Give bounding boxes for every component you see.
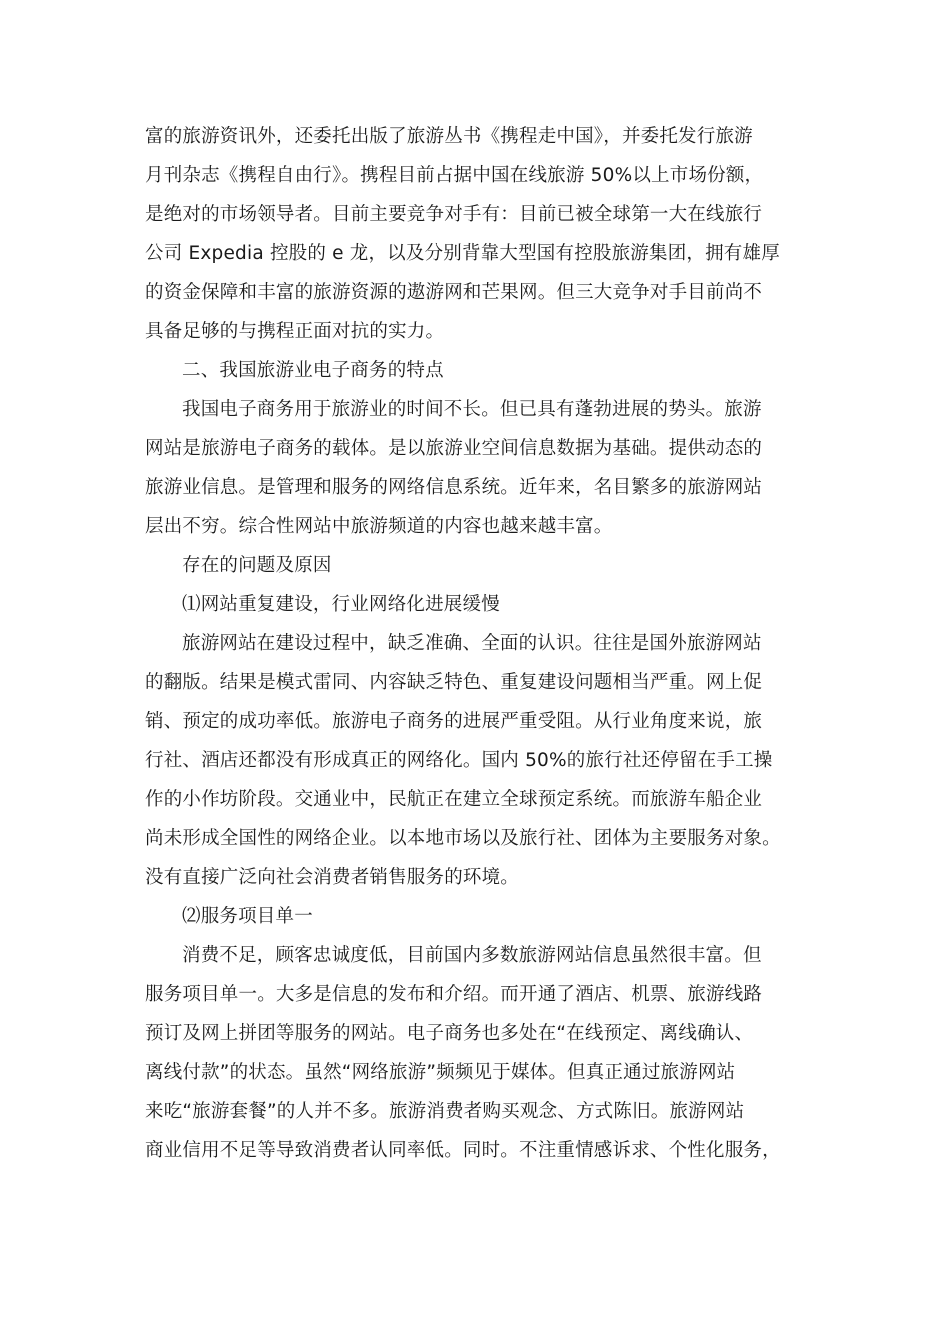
body-text-line: 是绝对的市场领导者。目前主要竞争对手有：目前已被全球第一大在线旅行 (145, 204, 763, 225)
body-text-line: 具备足够的与携程正面对抗的实力。 (145, 321, 445, 342)
body-text-line: 月刊杂志《携程自由行》。携程目前占据中国在线旅游 50%以上市场份额， (145, 165, 764, 186)
section-heading: 二、我国旅游业电子商务的特点 (182, 360, 444, 381)
body-text-line: 商业信用不足等导致消费者认同率低。同时。不注重情感诉求、个性化服务， (145, 1140, 781, 1161)
body-text-line: 销、预定的成功率低。旅游电子商务的进展严重受阻。从行业角度来说，旅 (145, 711, 763, 732)
body-text-line: 来吃“旅游套餐”的人并不多。旅游消费者购买观念、方式陈旧。旅游网站 (145, 1101, 745, 1122)
body-text-line: 的翻版。结果是模式雷同、内容缺乏特色、重复建设问题相当严重。网上促 (145, 672, 763, 693)
body-text-line: 尚未形成全国性的网络企业。以本地市场以及旅行社、团体为主要服务对象。 (145, 828, 781, 849)
body-text-line: 富的旅游资讯外，还委托出版了旅游丛书《携程走中国》，并委托发行旅游 (145, 126, 753, 147)
body-text-line: 服务项目单一。大多是信息的发布和介绍。而开通了酒店、机票、旅游线路 (145, 984, 763, 1005)
body-text-line: 作的小作坊阶段。交通业中，民航正在建立全球预定系统。而旅游车船企业 (145, 789, 763, 810)
body-text-line: 行社、酒店还都没有形成真正的网络化。国内 50%的旅行社还停留在手工操 (145, 750, 773, 771)
body-text-line: 旅游网站在建设过程中，缺乏准确、全面的认识。往往是国外旅游网站 (182, 633, 762, 654)
body-text-line: 没有直接广泛向社会消费者销售服务的环境。 (145, 867, 520, 888)
subsection-heading: ⑴网站重复建设，行业网络化进展缓慢 (182, 594, 500, 615)
body-text-line: 的资金保障和丰富的旅游资源的遨游网和芒果网。但三大竞争对手目前尚不 (145, 282, 763, 303)
subsection-heading: ⑵服务项目单一 (182, 906, 313, 927)
body-text-line: 离线付款”的状态。虽然“网络旅游”频频见于媒体。但真正通过旅游网站 (145, 1062, 736, 1083)
body-text-line: 网站是旅游电子商务的载体。是以旅游业空间信息数据为基础。提供动态的 (145, 438, 763, 459)
body-text-line: 层出不穷。综合性网站中旅游频道的内容也越来越丰富。 (145, 516, 613, 537)
subsection-heading: 存在的问题及原因 (182, 555, 332, 576)
body-text-line: 消费不足，顾客忠诚度低，目前国内多数旅游网站信息虽然很丰富。但 (182, 945, 762, 966)
body-text-line: 我国电子商务用于旅游业的时间不长。但已具有蓬勃进展的势头。旅游 (182, 399, 762, 420)
body-text-line: 公司 Expedia 控股的 e 龙，以及分别背靠大型国有控股旅游集团，拥有雄厚 (145, 243, 780, 264)
body-text-line: 旅游业信息。是管理和服务的网络信息系统。近年来，名目繁多的旅游网站 (145, 477, 763, 498)
body-text-line: 预订及网上拼团等服务的网站。电子商务也多处在“在线预定、离线确认、 (145, 1023, 754, 1044)
